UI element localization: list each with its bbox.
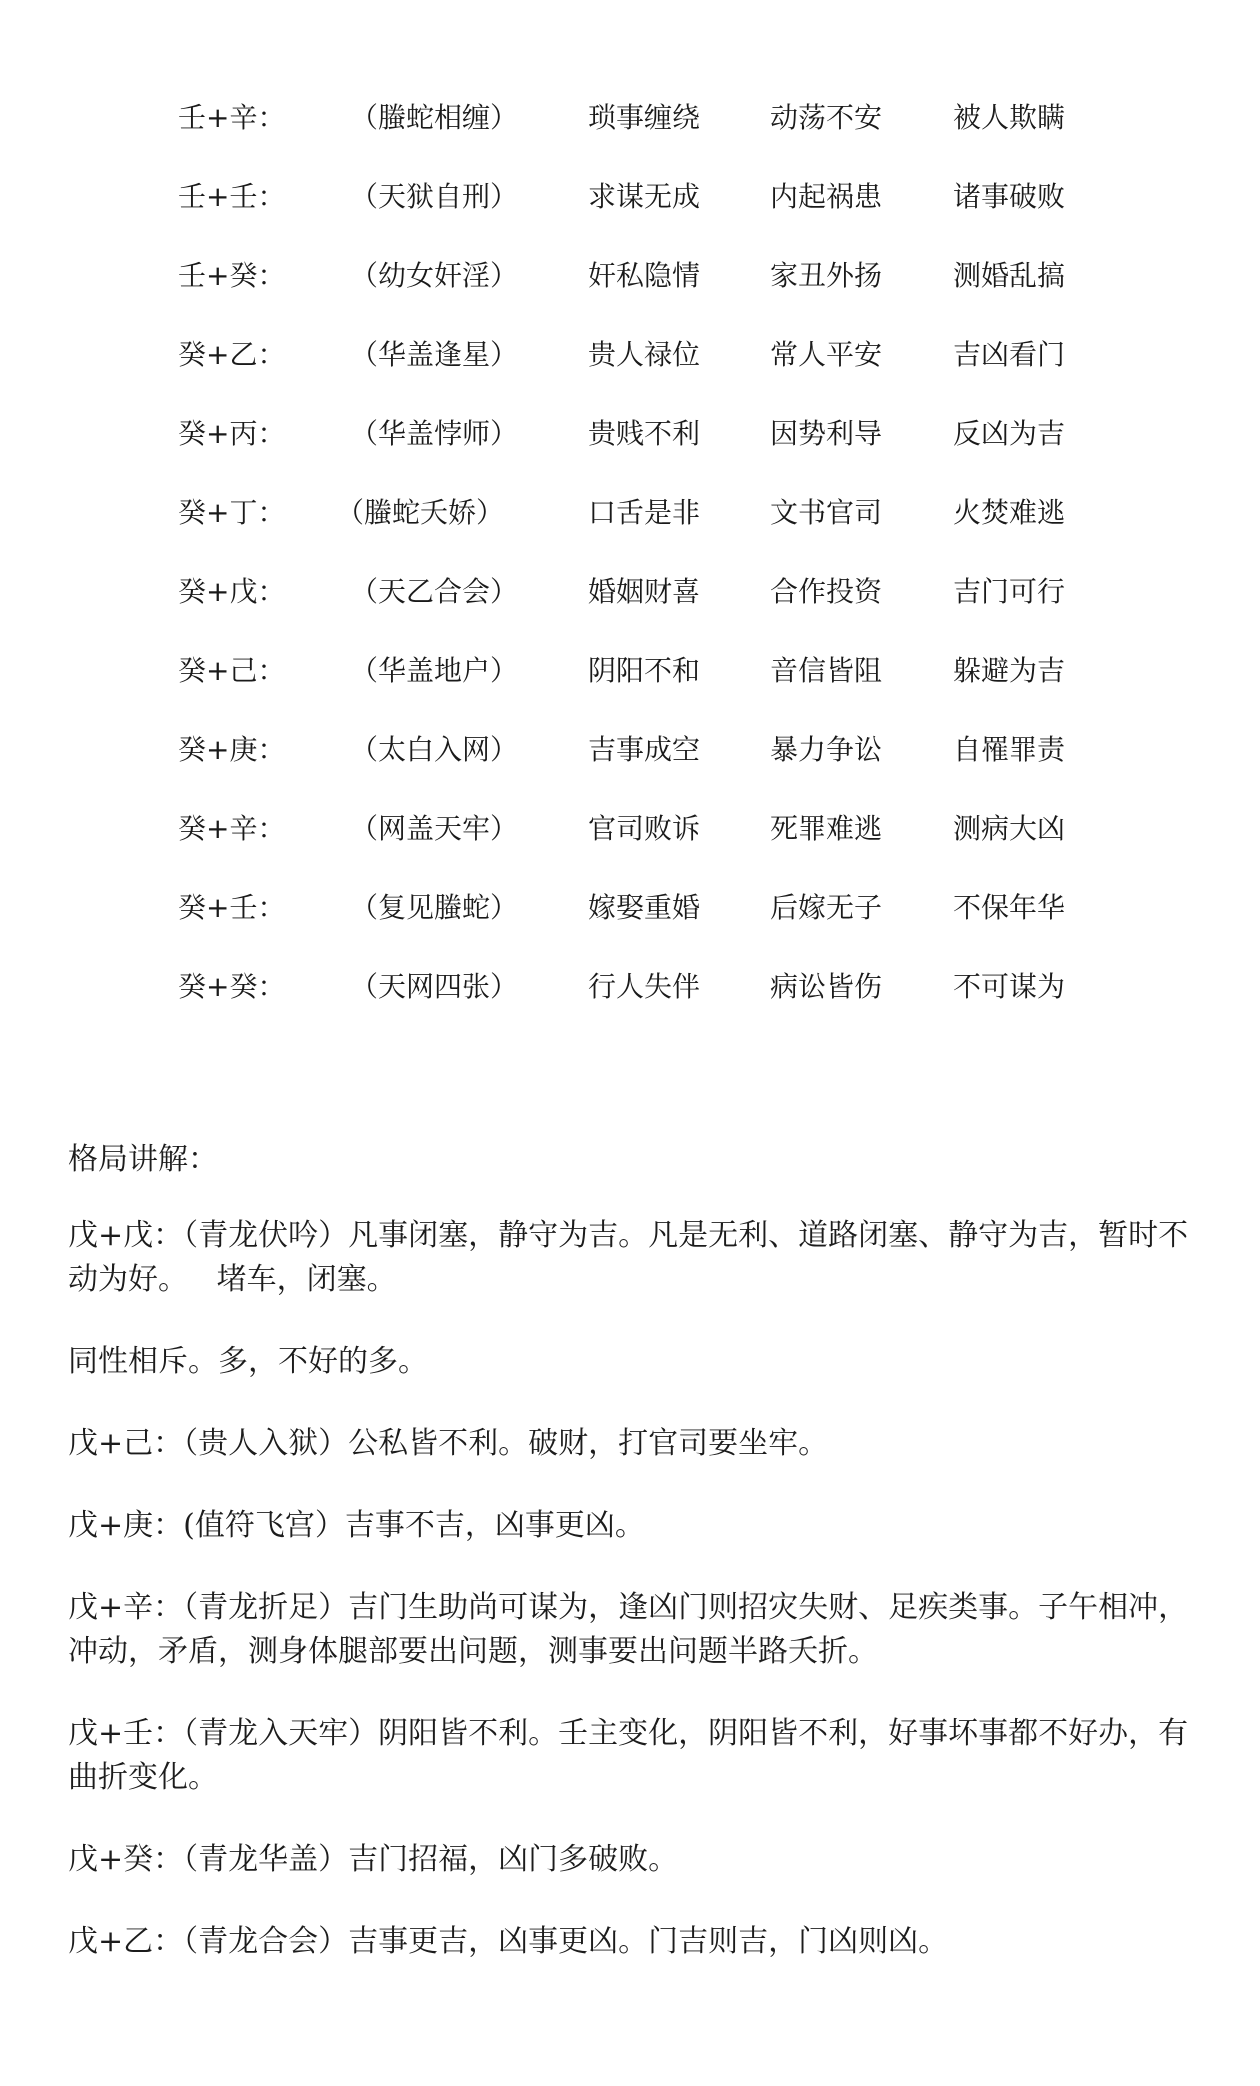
meaning-3: 反凶为吉 — [953, 417, 1066, 450]
meaning-1: 阴阳不和 — [588, 654, 701, 687]
stem-combo: 癸+戊： — [178, 575, 286, 608]
stem-combo: 癸+辛： — [178, 812, 286, 845]
meaning-2: 文书官司 — [770, 496, 883, 529]
table-row — [0, 967, 1260, 1046]
meaning-2: 音信皆阻 — [770, 654, 883, 687]
explanation-paragraph: 戊+庚：(值符飞宫）吉事不吉，凶事更凶。 — [68, 1508, 645, 1543]
stem-combo: 壬+辛： — [178, 101, 286, 134]
meaning-1: 官司败诉 — [588, 812, 701, 845]
meaning-2: 病讼皆伤 — [770, 970, 883, 1003]
pattern-explanation — [68, 1138, 1198, 2002]
table-row — [0, 98, 1260, 177]
meaning-1: 贵人禄位 — [588, 338, 701, 371]
meaning-2: 暴力争讼 — [770, 733, 883, 766]
pattern-name: （螣蛇夭娇） — [336, 496, 505, 529]
meaning-3: 吉门可行 — [953, 575, 1066, 608]
meaning-3: 自罹罪责 — [953, 733, 1066, 766]
stem-combo: 癸+乙： — [178, 338, 286, 371]
stem-combo: 癸+丙： — [178, 417, 286, 450]
meaning-3: 不保年华 — [953, 891, 1066, 924]
meaning-1: 琐事缠绕 — [588, 101, 701, 134]
meaning-2: 死罪难逃 — [770, 812, 883, 845]
explanation-paragraph: 戊+乙：（青龙合会）吉事更吉，凶事更凶。门吉则吉，门凶则凶。 — [68, 1924, 949, 1959]
stem-combo: 癸+丁： — [178, 496, 286, 529]
explanation-paragraph: 戊+壬：（青龙入天牢）阴阳皆不利。壬主变化，阴阳皆不利，好事坏事都不好办，有曲折变化。 — [68, 1716, 1189, 1795]
explanation-paragraph: 同性相斥。多，不好的多。 — [68, 1344, 428, 1379]
table-row — [0, 493, 1260, 572]
meaning-1: 行人失伴 — [588, 970, 701, 1003]
meaning-2: 动荡不安 — [770, 101, 883, 134]
pattern-name: （太白入网） — [350, 733, 519, 766]
meaning-2: 内起祸患 — [770, 180, 883, 213]
stem-combo: 癸+癸： — [178, 970, 286, 1003]
meaning-3: 不可谋为 — [953, 970, 1066, 1003]
stem-combo: 壬+癸： — [178, 259, 286, 292]
meaning-3: 躲避为吉 — [953, 654, 1066, 687]
meaning-2: 后嫁无子 — [770, 891, 883, 924]
pattern-table — [0, 98, 1260, 1046]
pattern-name: （复见螣蛇） — [350, 891, 519, 924]
pattern-name: （螣蛇相缠） — [350, 101, 519, 134]
pattern-name: （天网四张） — [350, 970, 519, 1003]
table-row — [0, 414, 1260, 493]
pattern-name: （华盖悖师） — [350, 417, 519, 450]
table-row — [0, 651, 1260, 730]
stem-combo: 癸+庚： — [178, 733, 286, 766]
pattern-name: （网盖天牢） — [350, 812, 519, 845]
table-row — [0, 335, 1260, 414]
explanation-paragraph: 戊+癸：（青龙华盖）吉门招福，凶门多破败。 — [68, 1842, 679, 1877]
stem-combo: 癸+己： — [178, 654, 286, 687]
meaning-3: 测婚乱搞 — [953, 259, 1066, 292]
meaning-2: 常人平安 — [770, 338, 883, 371]
meaning-1: 口舌是非 — [588, 496, 701, 529]
explanation-paragraph: 戊+辛：（青龙折足）吉门生助尚可谋为，逢凶门则招灾失财、足疾类事。子午相冲，冲动，矛盾，测身体腿部要出问题，测事要出问题半路夭折。 — [68, 1590, 1189, 1669]
table-row — [0, 256, 1260, 335]
pattern-name: （幼女奸淫） — [350, 259, 519, 292]
meaning-3: 测病大凶 — [953, 812, 1066, 845]
meaning-2: 家丑外扬 — [770, 259, 883, 292]
section-heading: 格局讲解： — [68, 1142, 218, 1177]
pattern-name: （华盖逢星） — [350, 338, 519, 371]
explanation-paragraph: 戊+己：（贵人入狱）公私皆不利。破财，打官司要坐牢。 — [68, 1426, 829, 1461]
meaning-1: 贵贱不利 — [588, 417, 701, 450]
meaning-3: 吉凶看门 — [953, 338, 1066, 371]
meaning-1: 奸私隐情 — [588, 259, 701, 292]
table-row — [0, 730, 1260, 809]
pattern-name: （天狱自刑） — [350, 180, 519, 213]
meaning-3: 诸事破败 — [953, 180, 1066, 213]
table-row — [0, 572, 1260, 651]
pattern-name: （天乙合会） — [350, 575, 519, 608]
pattern-name: （华盖地户） — [350, 654, 519, 687]
stem-combo: 癸+壬： — [178, 891, 286, 924]
meaning-2: 因势利导 — [770, 417, 883, 450]
table-row — [0, 177, 1260, 256]
stem-combo: 壬+壬： — [178, 180, 286, 213]
explanation-paragraph: 戊+戊：（青龙伏吟）凡事闭塞，静守为吉。凡是无利、道路闭塞、静守为吉，暂时不动为好。 堵车，闭塞。 — [68, 1218, 1189, 1297]
meaning-1: 嫁娶重婚 — [588, 891, 701, 924]
table-row — [0, 809, 1260, 888]
meaning-3: 火焚难逃 — [953, 496, 1066, 529]
meaning-3: 被人欺瞒 — [953, 101, 1066, 134]
meaning-1: 婚姻财喜 — [588, 575, 701, 608]
table-row — [0, 888, 1260, 967]
meaning-1: 求谋无成 — [588, 180, 701, 213]
meaning-1: 吉事成空 — [588, 733, 701, 766]
meaning-2: 合作投资 — [770, 575, 883, 608]
